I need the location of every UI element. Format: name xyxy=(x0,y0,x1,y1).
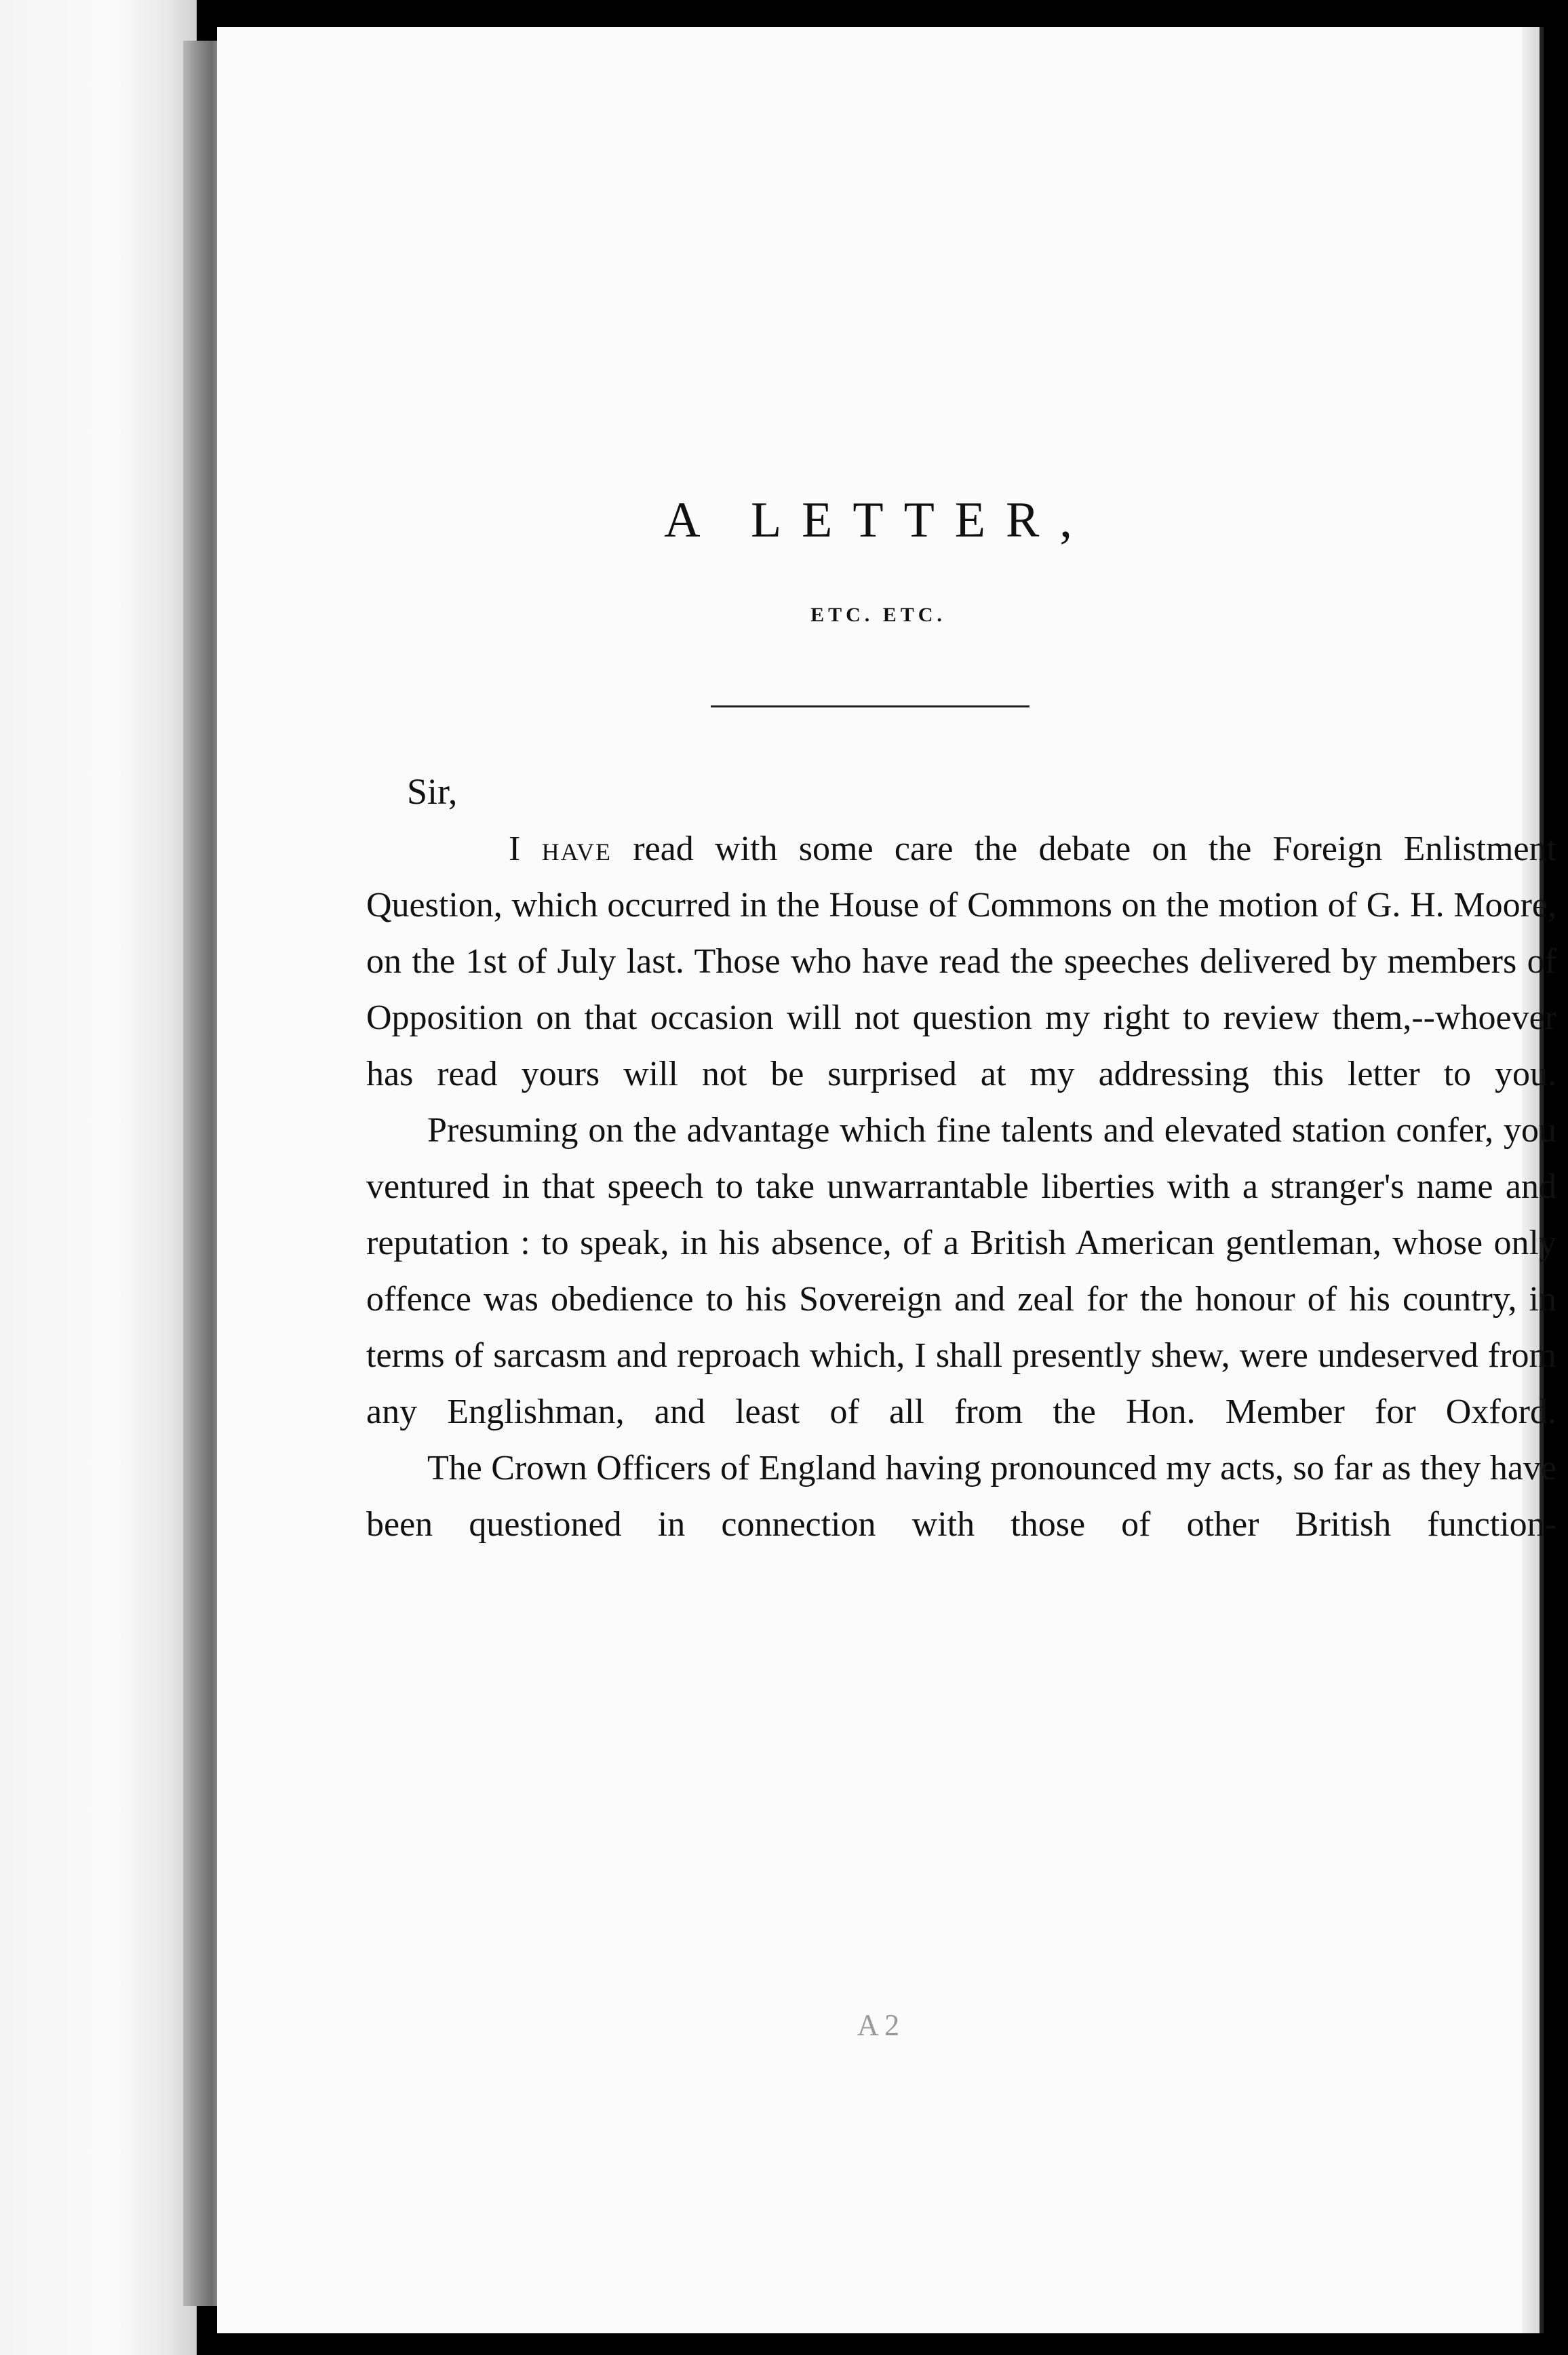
page-title: A LETTER, xyxy=(664,492,1093,548)
title-rule xyxy=(711,705,1030,707)
book-page xyxy=(217,27,1556,2333)
facing-page xyxy=(0,0,197,2355)
signature-mark: A 2 xyxy=(857,2008,900,2042)
paragraph-1 xyxy=(366,821,1556,1102)
salutation xyxy=(407,773,457,810)
letter-body xyxy=(366,821,1556,1553)
paragraph-1-text: read with some care the debate on the Foreign Enlistment Question, which occurred in the House of Commons on the motion of G. H. Moore, on the 1st of July last. Those who have read the speeches delivered by members of Opposition on that occasion will not question my right to review them,--whoever has read yours will not be surprised at my addressing this letter to you. xyxy=(366,830,1556,1093)
paragraph-2 xyxy=(366,1102,1556,1440)
paragraph-2-text: Presuming on the advantage which fine talents and elevated station confer, you ventured in that speech to take unwarrantable liberties with a stranger's name and reputation : to speak, in his absence, of a British American gentleman, whose only offence was obedience to his Sovereign and zeal for the honour of his country, in terms of sarcasm and reproach which, I shall presently shew, were undeserved from any Englishman, and least of all from the Hon. Member for Oxford. xyxy=(366,1111,1556,1431)
page-subtitle: ETC. ETC. xyxy=(810,604,946,626)
salutation-text: Sir, xyxy=(407,771,458,812)
opening-smallcaps: have xyxy=(541,830,612,868)
paragraph-3-text: The Crown Officers of England having pronounced my acts, so far as they have been questioned in connection with those of other British function- xyxy=(366,1449,1556,1544)
paragraph-3 xyxy=(366,1440,1556,1553)
opening-word: I xyxy=(509,830,521,868)
